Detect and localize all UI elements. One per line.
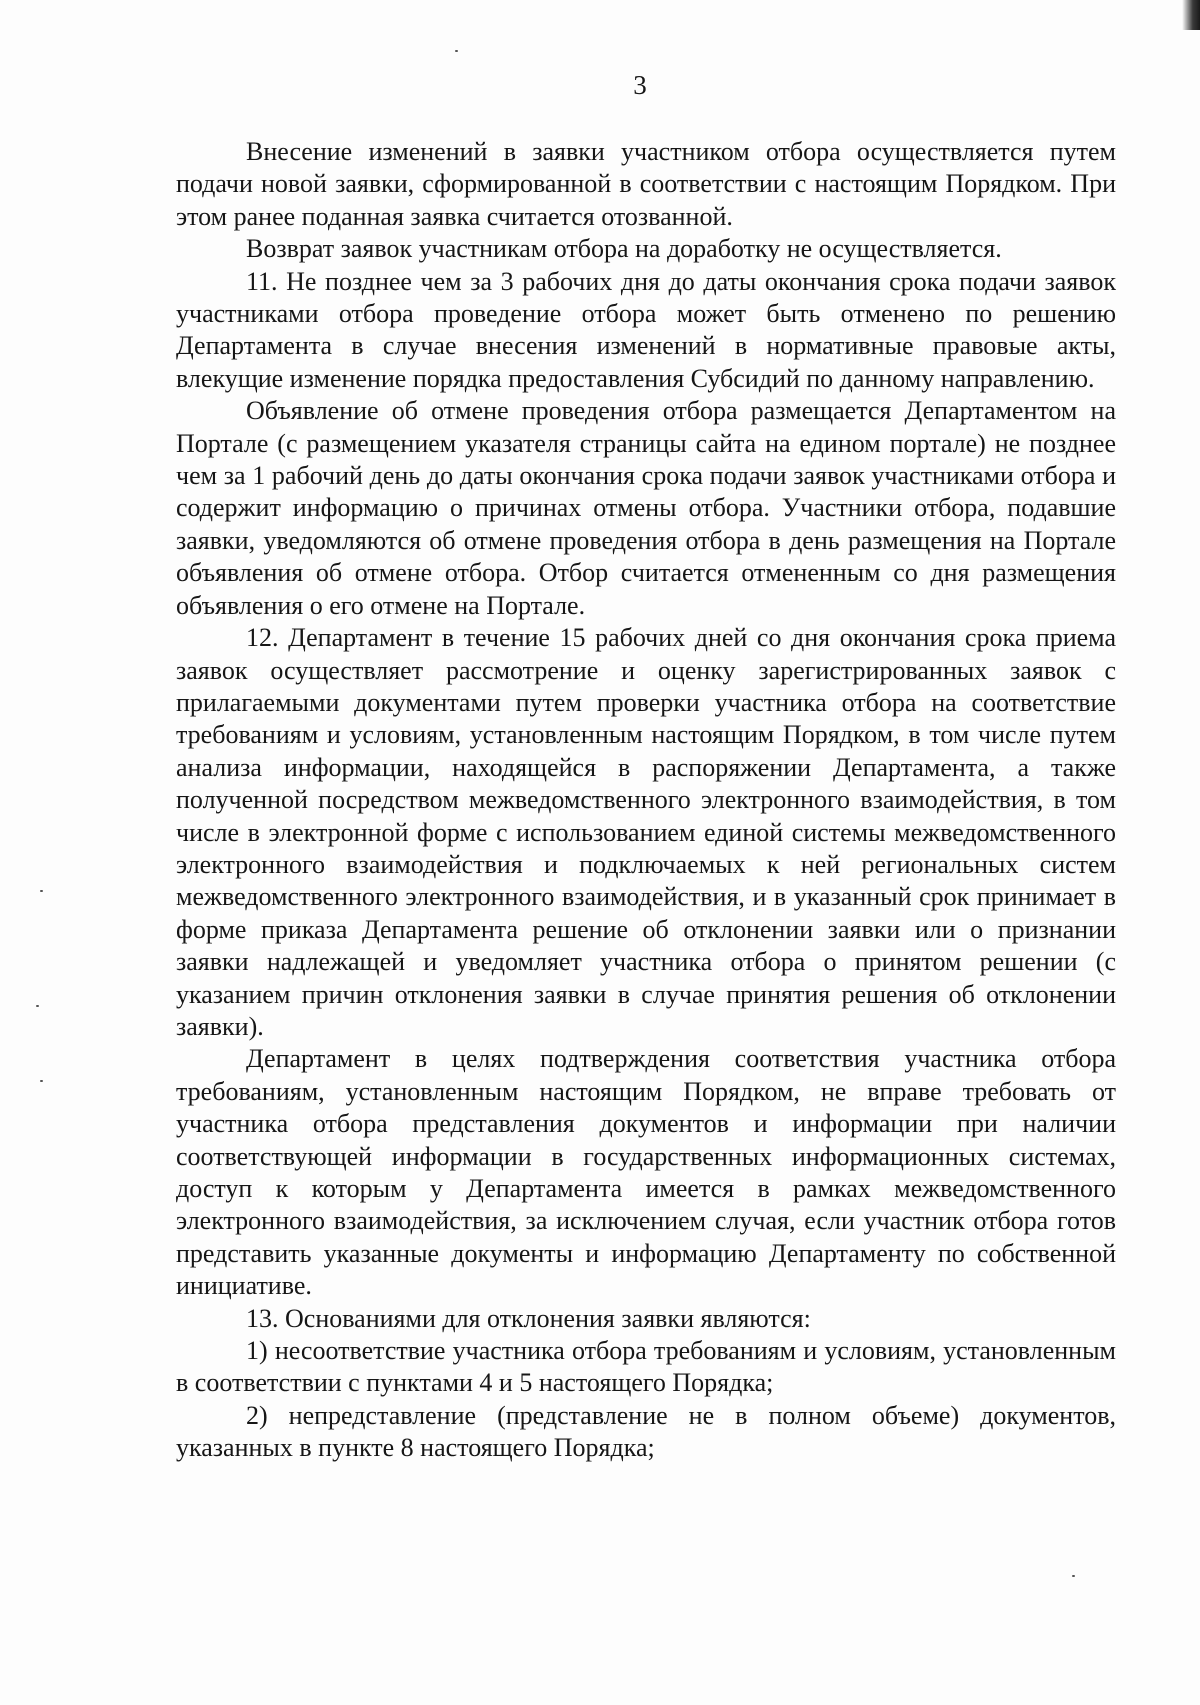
scan-speck [1072, 1575, 1075, 1577]
scan-speck [40, 890, 43, 892]
paragraph: 11. Не позднее чем за 3 рабочих дня до даты окончания срока подачи заявок участниками отбора проведение отбора может быть отменено по решению Департамента в случае внесения изменений в нормативные правовые акты, влекущие изменение порядка предоставления Субсидий по данному направлению. [176, 266, 1116, 393]
paragraph: 1) несоответствие участника отбора требованиям и условиям, установленным в соответствии с пунктами 4 и 5 настоящего Порядка; [176, 1336, 1116, 1398]
paragraph: Возврат заявок участникам отбора на доработку не осуществляется. [246, 234, 1002, 264]
scan-speck [36, 1005, 39, 1007]
scan-speck [40, 1080, 43, 1082]
paragraph: Внесение изменений в заявки участником отбора осуществляется путем подачи новой заявки, сформированной в соответствии с настоящим Порядком. При этом ранее поданная заявка считается отозванной. [176, 137, 1116, 231]
paragraph: 12. Департамент в течение 15 рабочих дней со дня окончания срока приема заявок осуществляет рассмотрение и оценку зарегистрированных заявок с прилагаемыми документами путем проверки участника отбора на соответствие требованиям и условиям, установленным настоящим Порядком, в том числе путем анализа информации, находящейся в распоряжении Департамента, а также полученной посредством межведомственного электронного взаимодействия, в том числе в электронной форме с использованием единой системы межведомственного электронного взаимодействия и подключаемых к ней региональных систем межведомственного электронного взаимодействия, и в указанный срок принимает в форме приказа Департамента решение об отклонении заявки или о признании заявки надлежащей и уведомляет участника отбора о принятом решении (с указанием причин отклонения заявки в случае принятия решения об отклонении заявки). [176, 623, 1116, 1041]
paragraph: Объявление об отмене проведения отбора размещается Департаментом на Портале (с размещением указателя страницы сайта на едином портале) не позднее чем за 1 рабочий день до даты окончания срока подачи заявок участниками отбора и содержит информацию о причинах отмены отбора. Участники отбора, подавшие заявки, уведомляются об отмене проведения отбора в день размещения на Портале объявления об отмене отбора. Отбор считается отмененным со дня размещения объявления о его отмене на Портале. [176, 396, 1116, 620]
document-body [176, 136, 1116, 1465]
scan-speck [455, 50, 458, 52]
page-number: 3 [633, 70, 647, 100]
paragraph: 13. Основаниями для отклонения заявки являются: [246, 1303, 811, 1333]
scan-edge-mark [1182, 0, 1200, 30]
paragraph: Департамент в целях подтверждения соответствия участника отбора требованиям, установленным настоящим Порядком, не вправе требовать от участника отбора представления документов и информации при наличии соответствующей информации в государственных информационных системах, доступ к которым у Департамента имеется в рамках межведомственного электронного взаимодействия, за исключением случая, если участник отбора готов представить указанные документы и информацию Департаменту по собственной инициативе. [176, 1044, 1116, 1301]
paragraph: 2) непредставление (представление не в полном объеме) документов, указанных в пункте 8 настоящего Порядка; [176, 1400, 1116, 1463]
